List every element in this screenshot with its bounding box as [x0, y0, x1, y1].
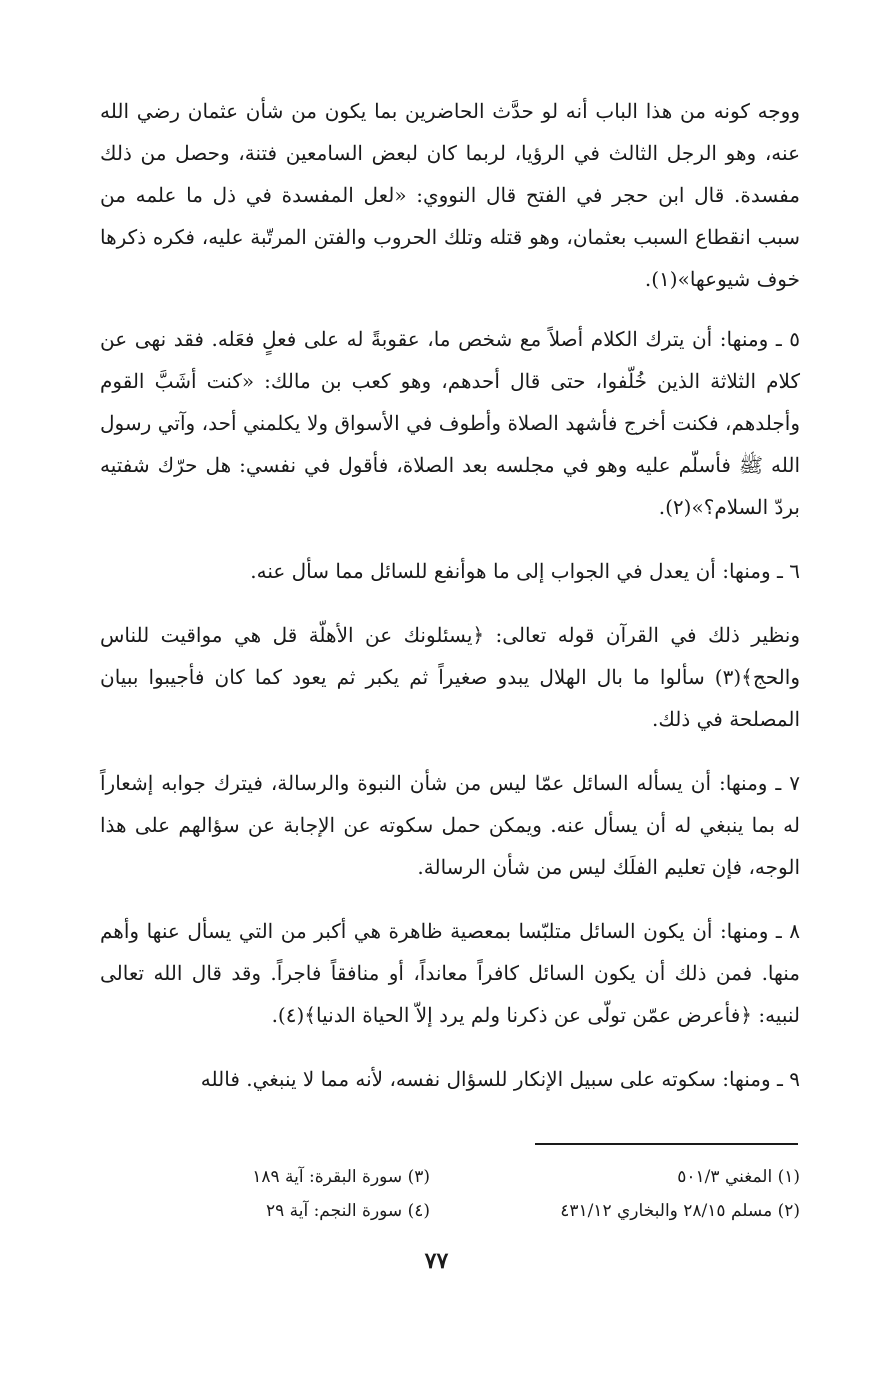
- paragraph-item-9: ٩ ـ ومنها: سكوته على سبيل الإنكار للسؤال نفسه، لأنه مما لا ينبغي. فالله: [200, 1067, 800, 1091]
- footnote-3: (٣) سورة البقرة: آية ١٨٩: [252, 1167, 430, 1187]
- paragraph-intro: ووجه كونه من هذا الباب أنه لو حدَّث الحاضرين بما يكون من شأن عثمان رضي الله عنه، وهو الرجل الثالث في الرؤيا، لربما كان لبعض السامعين فتنة، وحصل من ذلك مفسدة. قال ابن حجر في الفتح قال النووي: «لعل المفسدة في ذل ما علمه من سبب انقطاع السبب بعثمان، وهو قتله وتلك الحروب والفتن المرتّبة عليه، فكره ذكرها خوف شيوعها»(١).: [100, 99, 800, 291]
- footnotes: [100, 1160, 800, 1228]
- footnote-4: (٤) سورة النجم: آية ٢٩: [265, 1201, 430, 1221]
- paragraph-item-6: ٦ ـ ومنها: أن يعدل في الجواب إلى ما هوأنفع للسائل مما سأل عنه.: [250, 559, 800, 583]
- paragraph-item-8: ٨ ـ ومنها: أن يكون السائل متلبّسا بمعصية ظاهرة هي أكبر من التي يسأل عنها وأهم منها. فمن ذلك أن يكون السائل كافراً معانداً، أو منافقاً فاجراً. وقد قال الله تعالى لنبيه: ﴿فأعرض عمّن تولّى عن ذكرنا ولم يرد إلاّ الحياة الدنيا﴾(٤).: [100, 919, 801, 1027]
- footnote-divider: [535, 1143, 798, 1145]
- page-body: [100, 90, 800, 1122]
- footnote-1: (١) المغني ٥٠١/٣: [677, 1167, 800, 1187]
- paragraph-item-5: ٥ ـ ومنها: أن يترك الكلام أصلاً مع شخص ما، عقوبةً له على فعلٍ فعَله. فقد نهى عن كلام الثلاثة الذين خُلّفوا، حتى قال أحدهم، وهو كعب بن مالك: «كنت أشَبَّ القوم وأجلدهم، فكنت أخرج فأشهد الصلاة وأطوف في الأسواق ولا يكلمني أحد، وآتي رسول الله ﷺ فأسلّم عليه وهو في مجلسه بعد الصلاة، فأقول في نفسي: هل حرّك شفتيه بردّ السلام؟»(٢).: [100, 327, 800, 519]
- paragraph-item-7: ٧ ـ ومنها: أن يسأله السائل عمّا ليس من شأن النبوة والرسالة، فيترك جوابه إشعاراً له بما ينبغي له أن يسأل عنه. ويمكن حمل سكوته عن الإجابة عن سؤالهم على هذا الوجه، فإن تعليم الفلَك ليس من شأن الرسالة.: [100, 771, 800, 879]
- page-number: ٧٧: [424, 1248, 449, 1274]
- paragraph-quran-example: ونظير ذلك في القرآن قوله تعالى: ﴿يسئلونك عن الأهلّة قل هي مواقيت للناس والحج﴾(٣) سألوا ما بال الهلال يبدو صغيراً ثم يكبر ثم يعود كما كان فأجيبوا ببيان المصلحة في ذلك.: [100, 623, 800, 731]
- footnote-2: (٢) مسلم ٢٨/١٥ والبخاري ٤٣١/١٢: [560, 1201, 800, 1221]
